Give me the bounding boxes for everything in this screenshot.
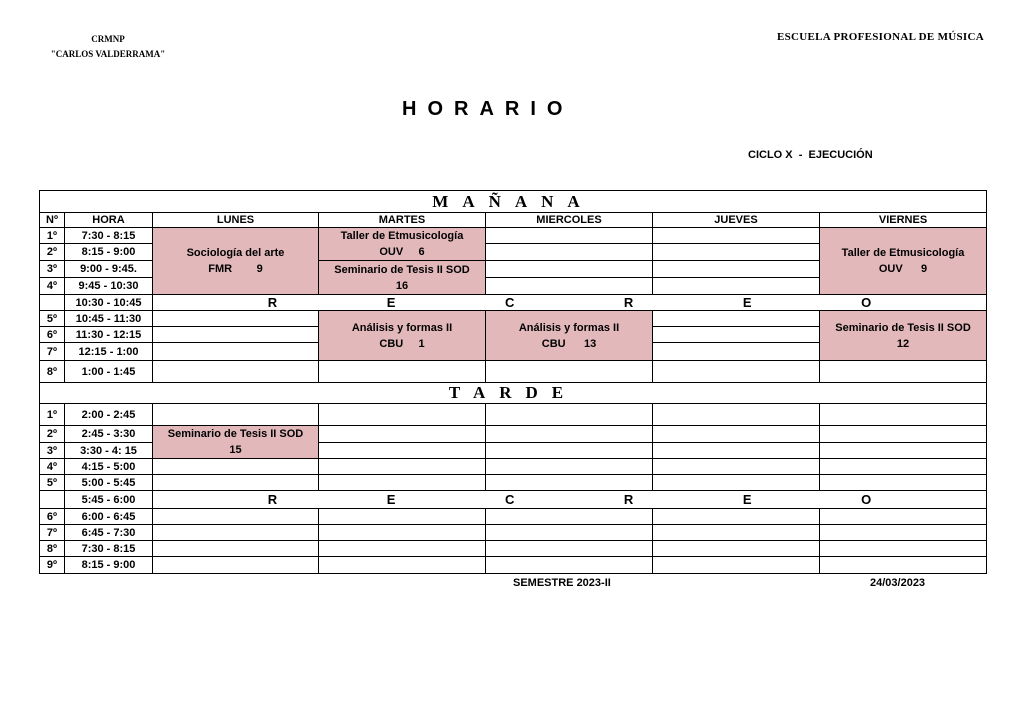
course-name: Sociología del arte (186, 247, 285, 259)
empty-cell (486, 541, 653, 557)
course-cell (820, 311, 987, 361)
empty-cell (653, 278, 820, 295)
schedule-table (39, 190, 987, 574)
table-row (40, 228, 987, 244)
empty-cell (653, 311, 820, 327)
recreo-letter: O (861, 295, 872, 310)
empty-cell (653, 244, 820, 261)
row-number: 5º (40, 311, 65, 327)
row-number: 9º (40, 557, 65, 574)
course-name: Análisis y formas II (351, 321, 453, 334)
row-hora: 12:15 - 1:00 (65, 343, 153, 361)
empty-cell (653, 361, 820, 383)
table-row (40, 509, 987, 525)
row-number: 4º (40, 459, 65, 475)
page-title: HORARIO (402, 98, 574, 120)
empty-cell (653, 443, 820, 459)
empty-cell (153, 343, 319, 361)
col-header-number: Nº (40, 213, 65, 228)
course-cell (319, 311, 486, 361)
row-number (40, 491, 65, 509)
empty-cell (653, 459, 820, 475)
empty-cell (820, 404, 987, 426)
document-date: 24/03/2023 (870, 577, 926, 589)
row-number: 4º (40, 278, 65, 295)
row-number: 7º (40, 525, 65, 541)
recreo-letter: C (504, 295, 515, 310)
row-number: 3º (40, 443, 65, 459)
row-number: 6º (40, 327, 65, 343)
col-header-viernes: VIERNES (820, 213, 987, 228)
course-code: 16 (395, 279, 409, 292)
empty-cell (153, 475, 319, 491)
row-hora: 10:45 - 11:30 (65, 311, 153, 327)
row-hora: 9:00 - 9:45. (65, 261, 153, 278)
row-number: 3º (40, 261, 65, 278)
empty-cell (153, 557, 319, 574)
course-name: Seminario de Tesis II SOD (835, 321, 971, 334)
empty-cell (319, 459, 486, 475)
row-number: 8º (40, 361, 65, 383)
row-number: 5º (40, 475, 65, 491)
recreo-row (40, 295, 987, 311)
course-name: Taller de Etmusicología (340, 230, 464, 242)
school-name: ESCUELA PROFESIONAL DE MÚSICA (776, 31, 984, 43)
row-hora: 6:00 - 6:45 (65, 509, 153, 525)
empty-cell (319, 525, 486, 541)
empty-cell (319, 404, 486, 426)
course-name: Seminario de Tesis II SOD (167, 428, 304, 440)
col-header-lunes: LUNES (153, 213, 319, 228)
empty-cell (486, 459, 653, 475)
row-hora: 6:45 - 7:30 (65, 525, 153, 541)
course-name: Taller de Etmusicología (841, 247, 965, 259)
row-hora: 9:45 - 10:30 (65, 278, 153, 295)
empty-cell (486, 426, 653, 443)
course-code: 15 (229, 444, 242, 456)
row-hora: 8:15 - 9:00 (65, 244, 153, 261)
course-code: 12 (896, 337, 910, 350)
row-number: 8º (40, 541, 65, 557)
empty-cell (653, 541, 820, 557)
row-number: 7º (40, 343, 65, 361)
col-header-hora: HORA (65, 213, 153, 228)
recreo-letter: O (861, 492, 872, 507)
empty-cell (653, 509, 820, 525)
row-hora: 7:30 - 8:15 (65, 228, 153, 244)
course-name: Análisis y formas II (518, 321, 620, 334)
empty-cell (820, 557, 987, 574)
table-row (40, 557, 987, 574)
empty-cell (319, 557, 486, 574)
empty-cell (486, 278, 653, 295)
row-hora: 10:30 - 10:45 (65, 295, 153, 311)
empty-cell (486, 443, 653, 459)
course-code: CBU 13 (541, 337, 597, 350)
course-code: OUV 9 (878, 263, 928, 275)
column-header-row (40, 213, 987, 228)
empty-cell (153, 541, 319, 557)
row-hora: 4:15 - 5:00 (65, 459, 153, 475)
institution-name: "CARLOS VALDERRAMA" (50, 49, 166, 59)
recreo-letter: E (742, 492, 752, 507)
institution-header (38, 32, 178, 62)
empty-cell (820, 443, 987, 459)
empty-cell (820, 525, 987, 541)
institution-acronym: CRMNP (91, 34, 125, 44)
empty-cell (820, 541, 987, 557)
empty-cell (653, 475, 820, 491)
empty-cell (820, 509, 987, 525)
row-hora: 7:30 - 8:15 (65, 541, 153, 557)
empty-cell (153, 361, 319, 383)
recreo-band (153, 491, 987, 509)
course-code: CBU 1 (379, 337, 425, 350)
empty-cell (653, 343, 820, 361)
empty-cell (486, 557, 653, 574)
empty-cell (820, 475, 987, 491)
row-hora: 8:15 - 9:00 (65, 557, 153, 574)
empty-cell (319, 475, 486, 491)
empty-cell (486, 261, 653, 278)
empty-cell (486, 361, 653, 383)
course-cell (820, 228, 987, 295)
recreo-band (153, 295, 987, 311)
recreo-row (40, 491, 987, 509)
row-number: 6º (40, 509, 65, 525)
empty-cell (486, 525, 653, 541)
recreo-letter: E (386, 295, 396, 310)
row-hora: 5:45 - 6:00 (65, 491, 153, 509)
empty-cell (653, 525, 820, 541)
col-header-martes: MARTES (319, 213, 486, 228)
table-row (40, 475, 987, 491)
empty-cell (653, 228, 820, 244)
recreo-letter: R (623, 492, 634, 507)
empty-cell (486, 475, 653, 491)
row-number: 1º (40, 228, 65, 244)
empty-cell (319, 443, 486, 459)
row-number: 2º (40, 426, 65, 443)
course-cell (319, 228, 486, 261)
empty-cell (653, 261, 820, 278)
empty-cell (153, 404, 319, 426)
empty-cell (653, 426, 820, 443)
empty-cell (653, 404, 820, 426)
col-header-jueves: JUEVES (653, 213, 820, 228)
course-code: OUV 6 (379, 246, 425, 258)
empty-cell (319, 361, 486, 383)
course-cell (153, 228, 319, 295)
empty-cell (653, 327, 820, 343)
row-hora: 5:00 - 5:45 (65, 475, 153, 491)
row-hora: 11:30 - 12:15 (65, 327, 153, 343)
empty-cell (153, 311, 319, 327)
empty-cell (319, 541, 486, 557)
course-code: FMR 9 (208, 263, 263, 275)
empty-cell (486, 228, 653, 244)
row-number (40, 295, 65, 311)
table-row (40, 404, 987, 426)
course-cell (319, 261, 486, 295)
empty-cell (319, 509, 486, 525)
empty-cell (486, 509, 653, 525)
recreo-letter: R (623, 295, 634, 310)
empty-cell (153, 509, 319, 525)
col-header-miercoles: MIERCOLES (486, 213, 653, 228)
recreo-letter: R (267, 295, 278, 310)
empty-cell (653, 557, 820, 574)
empty-cell (820, 459, 987, 475)
row-number: 2º (40, 244, 65, 261)
empty-cell (153, 525, 319, 541)
recreo-letter: E (386, 492, 396, 507)
empty-cell (153, 459, 319, 475)
empty-cell (820, 426, 987, 443)
empty-cell (486, 404, 653, 426)
table-row (40, 525, 987, 541)
table-row (40, 361, 987, 383)
empty-cell (319, 426, 486, 443)
course-cell (486, 311, 653, 361)
empty-cell (153, 327, 319, 343)
empty-cell (486, 244, 653, 261)
row-hora: 3:30 - 4: 15 (65, 443, 153, 459)
recreo-letter: E (742, 295, 752, 310)
course-name: Seminario de Tesis II SOD (334, 263, 470, 276)
table-row (40, 541, 987, 557)
afternoon-band: TARDE (40, 383, 987, 404)
course-cell (153, 426, 319, 459)
row-hora: 1:00 - 1:45 (65, 361, 153, 383)
row-number: 1º (40, 404, 65, 426)
row-hora: 2:45 - 3:30 (65, 426, 153, 443)
recreo-letter: C (504, 492, 515, 507)
recreo-letter: R (267, 492, 278, 507)
semester-label: SEMESTRE 2023-II (513, 577, 611, 589)
table-row (40, 311, 987, 327)
cycle-label: CICLO X - EJECUCIÓN (748, 149, 873, 161)
row-hora: 2:00 - 2:45 (65, 404, 153, 426)
table-row (40, 426, 987, 443)
morning-band: MAÑANA (40, 191, 987, 213)
table-row (40, 459, 987, 475)
empty-cell (820, 361, 987, 383)
